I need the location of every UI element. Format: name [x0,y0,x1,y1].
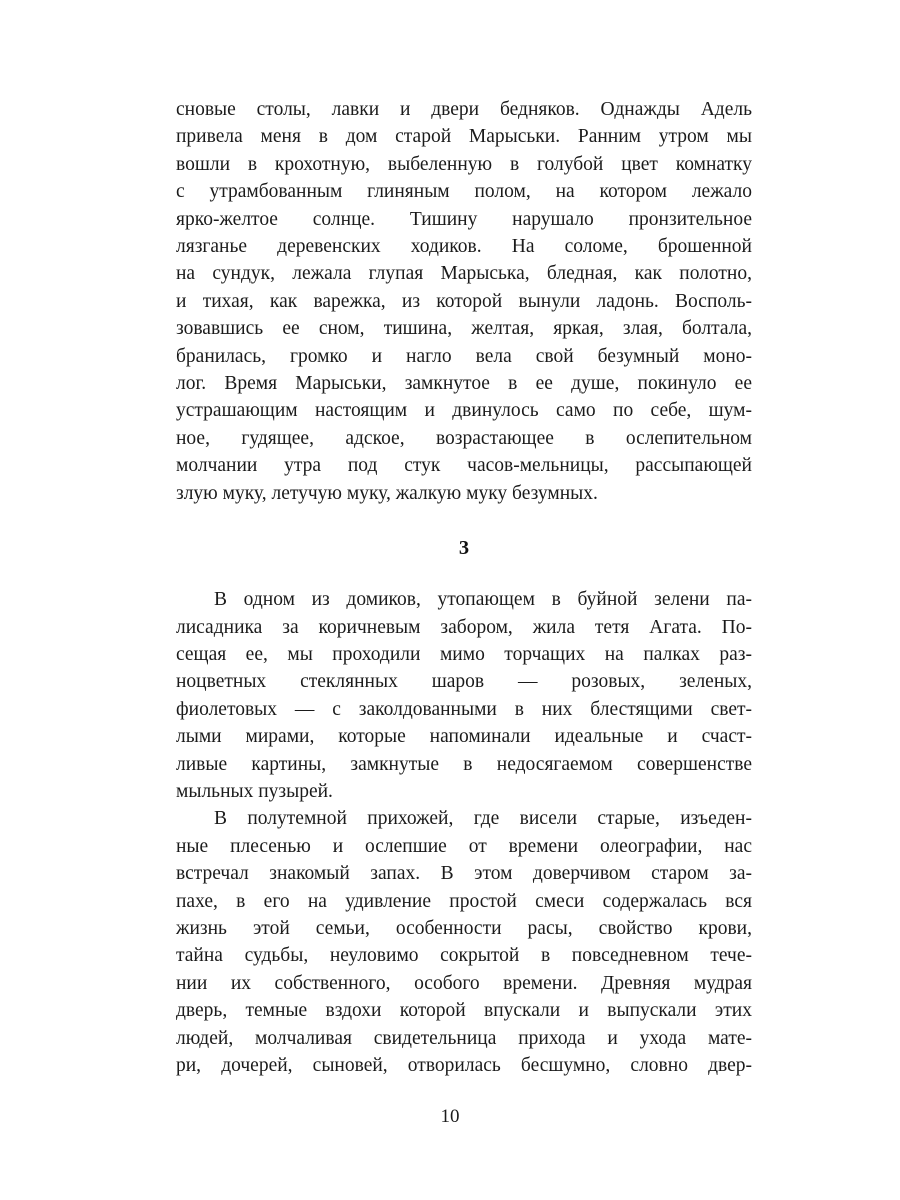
text-line: фиолетовых — с заколдованными в них блестящими свет- [176,698,752,720]
paragraph [176,805,752,1079]
text-line: молчании утра под стук часов-мельницы, рассыпающей [176,455,752,477]
text-line: тайна судьбы, неуловимо сокрытой в повседневном тече- [176,945,752,967]
text-line: пахе, в его на удивление простой смеси содержалась вся [176,890,752,912]
text-line: ноцветных стеклянных шаров — розовых, зеленых, [176,671,752,693]
text-line: лог. Время Марыськи, замкнутое в ее душе, покинуло ее [176,373,752,395]
page-number: 10 [440,1106,460,1127]
text-line: В одном из домиков, утопающем в буйной зелени па- [214,589,752,611]
text-line: лисадника за коричневым забором, жила тетя Агата. По- [176,616,752,638]
text-line: злую муку, летучую муку, жалкую муку безумных. [176,482,598,504]
text-block [176,96,752,1079]
text-line: сновые столы, лавки и двери бедняков. Однажды Адель [176,99,752,120]
text-line: и тихая, как варежка, из которой вынули ладонь. Восполь- [176,290,752,312]
section-heading: 3 [458,537,470,560]
text-line: ри, дочерей, сыновей, отворилась бесшумно, словно двер- [176,1055,752,1076]
text-line: сещая ее, мы проходили мимо торчащих на палках раз- [176,643,752,665]
paragraph [176,96,752,507]
text-line: ярко-желтое солнце. Тишину нарушало пронзительное [176,208,752,230]
text-line: ные плесенью и ослепшие от времени олеографии, нас [176,835,752,857]
text-line: на сундук, лежала глупая Марыська, бледная, как полотно, [176,263,752,285]
paragraph [176,586,752,805]
text-line: с утрамбованным глиняным полом, на котором лежало [176,181,752,203]
text-line: В полутемной прихожей, где висели старые, изъеден- [214,808,752,830]
text-line: лязганье деревенских ходиков. На соломе, брошенной [176,236,752,258]
text-line: вошли в крохотную, выбеленную в голубой цвет комнатку [176,153,752,175]
text-line: дверь, темные вздохи которой впускали и выпускали этих [176,1000,752,1022]
text-line: встречал знакомый запах. В этом доверчивом старом за- [176,863,752,885]
text-line: мыльных пузырей. [176,780,333,802]
text-line: бранилась, громко и нагло вела свой безумный моно- [176,345,752,367]
text-line: лыми мирами, которые напоминали идеальные и счаст- [176,726,752,748]
text-line: устрашающим настоящим и двинулось само по себе, шум- [176,400,752,422]
text-line: ливые картины, замкнутые в недосягаемом совершенстве [176,753,752,775]
text-line: нии их собственного, особого времени. Древняя мудрая [176,972,752,994]
text-line: людей, молчаливая свидетельница прихода и ухода мате- [176,1027,752,1049]
text-line: ное, гудящее, адское, возрастающее в ослепительном [176,427,752,449]
text-line: привела меня в дом старой Марыськи. Ранним утром мы [176,126,752,148]
text-line: зовавшись ее сном, тишина, желтая, яркая, злая, болтала, [176,318,752,340]
text-line: жизнь этой семьи, особенности расы, свойство крови, [176,917,752,939]
